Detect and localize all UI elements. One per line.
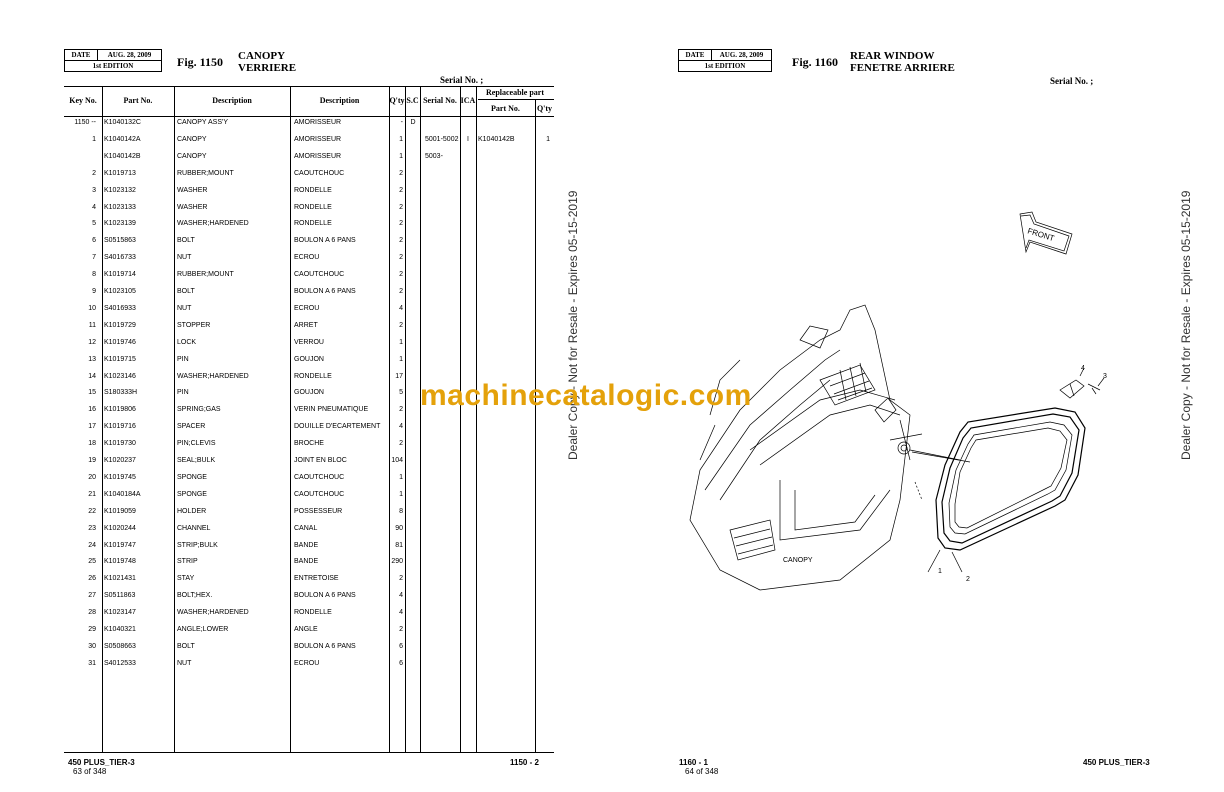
qty-cell: 2 — [399, 575, 403, 583]
canopy-frame — [690, 305, 922, 590]
serial-label: Serial No. ; — [440, 75, 484, 85]
header-part-no: Part No. — [123, 96, 153, 105]
key-no-cell: 10 — [88, 304, 96, 312]
key-no-cell: 30 — [88, 642, 96, 650]
table-row — [0, 318, 560, 334]
qty-cell: 1 — [399, 490, 403, 498]
footer-page-ref: 1160 - 1 — [679, 758, 708, 767]
description-cell: CANOPY — [177, 152, 207, 160]
part-no-cell: K1019716 — [104, 423, 136, 431]
table-row — [0, 622, 560, 638]
table-row — [0, 436, 560, 452]
key-no-cell: 13 — [88, 355, 96, 363]
qty-cell: 4 — [399, 592, 403, 600]
qty-cell: 81 — [395, 541, 403, 549]
callout-4: 4 — [1081, 365, 1085, 372]
qty-cell: 2 — [399, 271, 403, 279]
key-no-cell: 6 — [92, 237, 96, 245]
figure-number: Fig. 1150 — [177, 55, 224, 69]
description-fr-cell: RONDELLE — [294, 186, 332, 194]
key-no-cell: 7 — [92, 254, 96, 262]
part-no-cell: S0515863 — [104, 237, 136, 245]
qty-cell: 1 — [399, 355, 403, 363]
description-fr-cell: RONDELLE — [294, 372, 332, 380]
part-no-cell: S4016733 — [104, 254, 136, 262]
description-fr-cell: GOUJON — [294, 389, 324, 397]
qty-cell: 2 — [399, 321, 403, 329]
table-row — [0, 132, 560, 148]
description-fr-cell: JOINT EN BLOC — [294, 457, 347, 464]
replacement-part-no-cell: K1040142B — [478, 135, 515, 143]
description-cell: CANOPY ASS'Y — [177, 119, 229, 126]
part-no-cell: K1023132 — [104, 186, 136, 194]
description-cell: CANOPY — [177, 135, 207, 143]
date-box — [678, 49, 772, 72]
description-fr-cell: AMORISSEUR — [294, 135, 342, 143]
vertical-watermark-right: Dealer Copy - Not for Resale - Expires 05-15-2019 — [1179, 190, 1193, 460]
table-row — [0, 216, 560, 232]
description-cell: NUT — [177, 254, 192, 262]
key-no-cell: 31 — [88, 659, 96, 667]
description-fr-cell: ECROU — [294, 659, 320, 667]
key-no-cell: 15 — [88, 389, 96, 397]
description-cell: LOCK — [177, 338, 197, 346]
qty-cell: 2 — [399, 169, 403, 177]
description-fr-cell: DOUILLE D'ECARTEMENT — [294, 423, 381, 431]
description-fr-cell: GOUJON — [294, 355, 324, 363]
description-cell: WASHER;HARDENED — [177, 372, 249, 380]
key-no-cell: 18 — [88, 440, 96, 448]
part-no-cell: K1019806 — [104, 406, 136, 414]
edition: 1st EDITION — [92, 62, 134, 70]
key-no-cell: 26 — [88, 575, 96, 583]
lock-bracket — [1060, 380, 1100, 398]
description-cell: SPRING;GAS — [177, 406, 221, 414]
part-no-cell: K1023146 — [104, 372, 136, 380]
description-cell: BOLT;HEX. — [177, 592, 213, 600]
table-row — [0, 639, 560, 655]
part-no-cell: K1040142B — [104, 152, 141, 160]
key-no-cell: 1150 -- — [74, 119, 96, 126]
key-no-cell: 19 — [88, 457, 96, 464]
key-no-cell: 25 — [88, 558, 96, 566]
description-cell: NUT — [177, 659, 192, 667]
qty-cell: 2 — [399, 406, 403, 414]
description-fr-cell: CAOUTCHOUC — [294, 271, 345, 279]
callout-1: 1 — [938, 568, 942, 575]
table-row — [0, 183, 560, 199]
part-no-cell: S180333H — [104, 389, 138, 397]
description-cell: ANGLE;LOWER — [177, 626, 229, 633]
table-row — [0, 335, 560, 351]
description-fr-cell: BOULON A 6 PANS — [294, 288, 356, 295]
front-label: FRONT — [1026, 226, 1056, 244]
key-no-cell: 11 — [88, 321, 96, 329]
description-fr-cell: ENTRETOISE — [294, 575, 339, 583]
header-sc: S.C — [406, 96, 419, 105]
description-fr-cell: BOULON A 6 PANS — [294, 237, 356, 245]
description-fr-cell: CAOUTCHOUC — [294, 169, 345, 177]
callout-3: 3 — [1103, 373, 1107, 380]
qty-cell: 2 — [399, 254, 403, 262]
replacement-qty-cell: 1 — [546, 135, 550, 143]
date-label: DATE — [65, 50, 98, 60]
qty-cell: - — [400, 119, 403, 126]
key-no-cell: 16 — [88, 406, 96, 414]
part-no-cell: S0511863 — [104, 592, 136, 600]
qty-cell: 2 — [399, 288, 403, 295]
description-cell: STAY — [177, 575, 195, 583]
qty-cell: 17 — [395, 372, 403, 380]
sc-cell: D — [410, 119, 416, 126]
table-row — [0, 554, 560, 570]
table-row — [0, 538, 560, 554]
description-cell: PIN — [177, 355, 189, 363]
part-no-cell: K1020237 — [104, 457, 136, 464]
table-row — [0, 487, 560, 503]
description-fr-cell: BOULON A 6 PANS — [294, 642, 356, 650]
description-cell: PIN — [177, 389, 189, 397]
part-no-cell: K1019748 — [104, 558, 136, 566]
description-cell: STOPPER — [177, 321, 211, 329]
part-no-cell: K1040142A — [104, 135, 141, 143]
description-cell: CHANNEL — [177, 524, 211, 532]
key-no-cell: 4 — [92, 203, 96, 211]
qty-cell: 2 — [399, 626, 403, 633]
qty-cell: 1 — [399, 338, 403, 346]
site-watermark: machinecatalogic.com — [420, 379, 752, 412]
figure-title — [850, 50, 955, 74]
part-no-cell: K1023147 — [104, 609, 136, 617]
callout-2: 2 — [966, 576, 970, 583]
description-fr-cell: CAOUTCHOUC — [294, 490, 345, 498]
edition: 1st EDITION — [704, 62, 746, 70]
key-no-cell: 29 — [88, 626, 96, 633]
table-row — [0, 504, 560, 520]
description-fr-cell: BANDE — [294, 541, 319, 549]
ica-cell: I — [467, 135, 469, 143]
key-no-cell: 12 — [88, 338, 96, 346]
key-no-cell: 24 — [88, 541, 96, 549]
description-fr-cell: CAOUTCHOUC — [294, 473, 345, 481]
qty-cell: 290 — [391, 558, 403, 566]
qty-cell: 2 — [399, 220, 403, 228]
description-cell: HOLDER — [177, 507, 207, 515]
qty-cell: 5 — [399, 389, 403, 397]
key-no-cell: 22 — [88, 507, 96, 515]
canopy-label: CANOPY — [783, 557, 813, 564]
description-cell: SPONGE — [177, 490, 207, 498]
part-no-cell: K1023105 — [104, 288, 136, 295]
key-no-cell: 20 — [88, 473, 96, 481]
table-row — [0, 656, 560, 672]
part-no-cell: K1019745 — [104, 473, 136, 481]
description-cell: RUBBER;MOUNT — [177, 271, 234, 279]
key-no-cell: 28 — [88, 609, 96, 617]
qty-cell: 104 — [391, 457, 403, 464]
key-no-cell: 17 — [88, 423, 96, 431]
part-no-cell: K1019730 — [104, 440, 136, 448]
qty-cell: 1 — [399, 473, 403, 481]
header-ica: ICA — [460, 96, 476, 105]
part-no-cell: K1019059 — [104, 507, 136, 515]
figure-number: Fig. 1160 — [792, 55, 839, 69]
part-no-cell: K1023133 — [104, 203, 136, 211]
description-fr-cell: POSSESSEUR — [294, 507, 343, 515]
table-row — [0, 267, 560, 283]
description-fr-cell: RONDELLE — [294, 220, 332, 228]
table-row — [0, 250, 560, 266]
table-row — [0, 284, 560, 300]
key-no-cell: 1 — [92, 135, 96, 143]
part-no-cell: K1019715 — [104, 355, 136, 363]
figure-title-en: REAR WINDOW — [850, 50, 935, 62]
date-label: DATE — [679, 50, 712, 60]
table-row — [0, 470, 560, 486]
serial-no-cell: 5003- — [425, 152, 443, 160]
table-row — [0, 200, 560, 216]
description-cell: NUT — [177, 304, 192, 312]
description-fr-cell: ECROU — [294, 304, 320, 312]
serial-label: Serial No. ; — [1050, 76, 1094, 86]
qty-cell: 1 — [399, 152, 403, 160]
qty-cell: 2 — [399, 237, 403, 245]
description-fr-cell: ARRET — [294, 321, 318, 329]
part-no-cell: S4012533 — [104, 659, 136, 667]
header-description-fr: Description — [319, 96, 360, 105]
qty-cell: 6 — [399, 659, 403, 667]
table-row — [0, 301, 560, 317]
key-no-cell: 9 — [92, 288, 96, 295]
table-row — [0, 588, 560, 604]
description-fr-cell: ANGLE — [294, 626, 318, 633]
qty-cell: 2 — [399, 203, 403, 211]
footer-model: 450 PLUS_TIER-3 — [1083, 758, 1150, 767]
header-description: Description — [212, 96, 252, 105]
part-no-cell: S4016933 — [104, 304, 136, 312]
qty-cell: 1 — [399, 135, 403, 143]
part-no-cell: S0508663 — [104, 642, 136, 650]
description-cell: BOLT — [177, 288, 195, 295]
qty-cell: 4 — [399, 609, 403, 617]
description-cell: SPACER — [177, 423, 206, 431]
header-serial-no: Serial No. — [423, 96, 457, 105]
description-fr-cell: BROCHE — [294, 440, 324, 448]
part-no-cell: K1021431 — [104, 575, 136, 583]
footer-page-count: 64 of 348 — [685, 767, 719, 776]
figure-title-fr: VERRIERE — [238, 62, 297, 74]
key-no-cell: 5 — [92, 220, 96, 228]
qty-cell: 2 — [399, 186, 403, 194]
description-fr-cell: AMORISSEUR — [294, 119, 342, 126]
vertical-watermark-left: Dealer Copy - Not for Resale - Expires 05-15-2019 — [566, 190, 580, 460]
part-no-cell: K1040132C — [104, 119, 141, 126]
description-cell: BOLT — [177, 642, 195, 650]
table-row — [0, 605, 560, 621]
qty-cell: 4 — [399, 423, 403, 431]
key-no-cell: 2 — [92, 169, 96, 177]
description-cell: WASHER;HARDENED — [177, 220, 249, 228]
qty-cell: 90 — [395, 524, 403, 532]
description-cell: STRIP — [177, 558, 198, 566]
key-no-cell: 23 — [88, 524, 96, 532]
part-no-cell: K1023139 — [104, 220, 136, 228]
description-cell: STRIP;BULK — [177, 541, 218, 549]
figure-title-fr: FENETRE ARRIERE — [850, 62, 955, 74]
table-row — [0, 453, 560, 469]
qty-cell: 6 — [399, 642, 403, 650]
part-no-cell: K1019714 — [104, 271, 136, 279]
description-cell: BOLT — [177, 237, 195, 245]
qty-cell: 4 — [399, 304, 403, 312]
description-cell: WASHER — [177, 203, 208, 211]
header-replaceable-part: Replaceable part — [486, 88, 544, 97]
qty-cell: 8 — [399, 507, 403, 515]
key-no-cell: 8 — [92, 271, 96, 279]
key-no-cell: 3 — [92, 186, 96, 194]
part-no-cell: K1020244 — [104, 524, 136, 532]
part-no-cell: K1019747 — [104, 541, 136, 549]
date-value: AUG. 28, 2009 — [107, 51, 152, 59]
header-key-no: Key No. — [69, 96, 97, 105]
key-no-cell: 21 — [88, 490, 96, 498]
table-row — [0, 115, 560, 131]
description-cell: SPONGE — [177, 473, 207, 481]
description-cell: RUBBER;MOUNT — [177, 169, 234, 177]
description-cell: PIN;CLEVIS — [177, 440, 216, 448]
figure-title-en: CANOPY — [238, 50, 286, 62]
description-fr-cell: AMORISSEUR — [294, 152, 342, 160]
table-row — [0, 352, 560, 368]
footer-page-count: 63 of 348 — [73, 767, 107, 776]
description-cell: WASHER — [177, 186, 208, 194]
part-no-cell: K1040184A — [104, 490, 141, 498]
description-cell: WASHER;HARDENED — [177, 609, 249, 617]
table-row — [0, 149, 560, 165]
serial-no-cell: 5001-5002 — [425, 135, 459, 143]
description-fr-cell: BOULON A 6 PANS — [294, 592, 356, 600]
footer-model: 450 PLUS_TIER-3 — [68, 758, 135, 767]
header-rp-qty: Q'ty — [536, 104, 553, 113]
part-no-cell: K1019729 — [104, 321, 136, 329]
table-row — [0, 419, 560, 435]
qty-cell: 2 — [399, 440, 403, 448]
part-no-cell: K1040321 — [104, 626, 136, 633]
header-qty: Q'ty — [389, 96, 405, 105]
key-no-cell: 27 — [88, 592, 96, 600]
footer-page-ref: 1150 - 2 — [510, 758, 539, 767]
description-fr-cell: ECROU — [294, 254, 320, 262]
description-fr-cell: BANDE — [294, 558, 319, 566]
date-value: AUG. 28, 2009 — [719, 51, 764, 59]
description-fr-cell: CANAL — [294, 524, 318, 532]
table-row — [0, 233, 560, 249]
part-no-cell: K1019713 — [104, 169, 136, 177]
description-fr-cell: RONDELLE — [294, 609, 332, 617]
table-row — [0, 166, 560, 182]
key-no-cell: 14 — [88, 372, 96, 380]
header-rp-part-no: Part No. — [491, 104, 520, 113]
description-cell: SEAL;BULK — [177, 457, 216, 464]
description-fr-cell: VERIN PNEUMATIQUE — [294, 406, 369, 414]
part-no-cell: K1019746 — [104, 338, 136, 346]
description-fr-cell: RONDELLE — [294, 203, 332, 211]
table-row — [0, 571, 560, 587]
table-row — [0, 521, 560, 537]
description-fr-cell: VERROU — [294, 338, 324, 346]
rear-window-seal — [936, 408, 1085, 550]
